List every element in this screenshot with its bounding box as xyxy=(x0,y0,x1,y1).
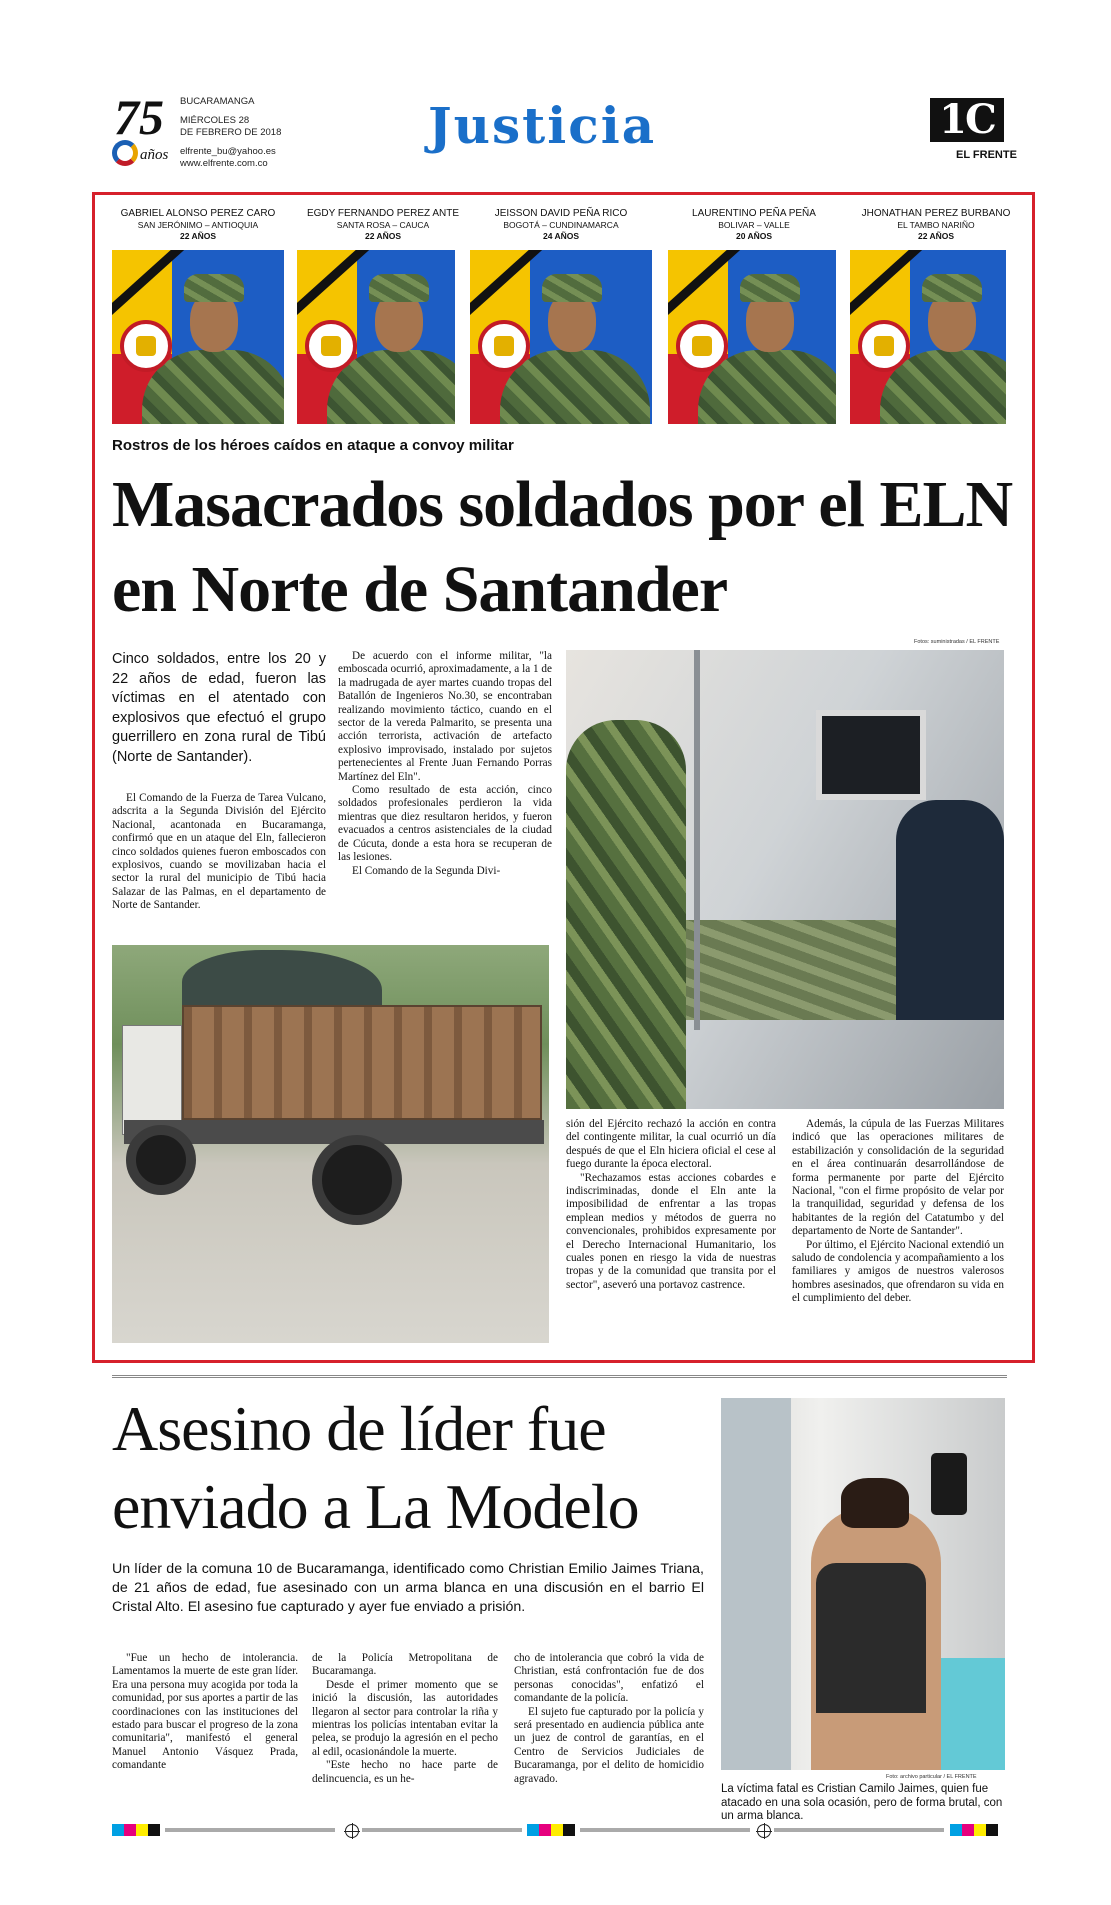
colombia-seal-icon xyxy=(120,320,172,372)
paragraph: de la Policía Metropolitana de Bucaramanga. xyxy=(312,1652,498,1678)
paragraph: sión del Ejército rechazó la acción en contra del contingente militar, la cual ocurrió un día después de que el Eln hiciera oficial el cese al fuego durante la época electoral. xyxy=(566,1118,776,1171)
main-headline: Masacrados soldados por el ELN en Norte de Santander xyxy=(112,468,1013,626)
attacked-truck-photo xyxy=(112,945,549,1343)
soldier-portrait xyxy=(470,250,652,424)
masthead-info xyxy=(180,96,281,171)
grey-rule xyxy=(580,1828,750,1832)
soldier-portrait xyxy=(112,250,284,424)
second-story-column-1 xyxy=(112,1652,298,1773)
photo-credit: Fotos: suministradas / EL FRENTE xyxy=(914,639,1000,645)
date-line-2: DE FEBRERO DE 2018 xyxy=(180,127,282,138)
photo-caption: La víctima fatal es Cristian Camilo Jaimes, quien fue atacado en una sola ocasión, pero de forma brutal, con un arma blanca. xyxy=(721,1783,1003,1822)
paper-name: EL FRENTE xyxy=(956,149,1017,161)
color-bar xyxy=(527,1824,575,1836)
paragraph: De acuerdo con el informe militar, "la emboscada ocurrió, aproximadamente, a la 1 de la madrugada de ayer martes cuando tropas del Batallón de Ingenieros No.30, se encontraban realizando movimiento táctico, cuando en el sector de la vereda Palmarito, se presenta una acción terrorista, activación de artefacto explosivo improvisado, instalado por sujetos pertenecientes al Frente Juan Fernando Porras Martínez del Eln". xyxy=(338,650,552,783)
phone-icon xyxy=(931,1453,967,1515)
soldier-label: LAURENTINO PEÑA PEÑA BOLIVAR – VALLE 20 AÑOS xyxy=(692,208,816,241)
second-headline: Asesino de líder fue enviado a La Modelo xyxy=(112,1393,639,1542)
soldier-label: JEISSON DAVID PEÑA RICO BOGOTÁ – CUNDINAMARCA 24 AÑOS xyxy=(494,208,628,241)
story-column-3 xyxy=(566,1118,776,1292)
grey-rule xyxy=(774,1828,944,1832)
color-bar xyxy=(950,1824,998,1836)
paragraph: "Este hecho no hace parte de delincuencia, es un he- xyxy=(312,1759,498,1785)
date-line-1: MIÉRCOLES 28 xyxy=(180,114,250,126)
photo-credit: Foto: archivo particular / EL FRENTE xyxy=(886,1774,977,1780)
grey-rule xyxy=(362,1828,522,1832)
email[interactable]: elfrente_bu@yahoo.es xyxy=(180,145,276,157)
registration-mark-icon xyxy=(345,1824,359,1838)
paragraph: "Fue un hecho de intolerancia. Lamentamos la muerte de este gran líder. Era una persona muy acogida por toda la comunidad, por sus aportes a partir de las coordinaciones con las instituciones del estado para buscar el progreso de la zona comunitaria", manifestó el general Manuel Antonio Vásquez Prada, comandante xyxy=(112,1652,298,1772)
section-title: Justicia xyxy=(428,96,657,155)
second-story-column-2 xyxy=(312,1652,498,1786)
second-story-lead: Un líder de la comuna 10 de Bucaramanga, identificado como Christian Emilio Jaimes Triana, de 21 años de edad, fue asesinado con un arma blanca en una discusión en el barrio El Cristal Alto. El asesino fue capturado y ayer fue enviado a prisión. xyxy=(112,1561,704,1615)
colombia-seal-icon xyxy=(676,320,728,372)
ambulance-photo xyxy=(566,650,1004,1109)
second-story-column-3 xyxy=(514,1652,704,1786)
portraits-caption: Rostros de los héroes caídos en ataque a convoy militar xyxy=(112,437,514,454)
story-lead: Cinco soldados, entre los 20 y 22 años de edad, fueron las víctimas en el atentado con explosivos que efectuó el grupo guerrillero en zona rural de Tibú (Norte de Santander). xyxy=(112,651,326,765)
page-number: 1C xyxy=(930,98,1004,142)
paragraph: Además, la cúpula de las Fuerzas Militares indicó que las operaciones militares de estabilización y consolidación de la seguridad en el área continuarán desarrollándose de forma permanente por parte del Ejército Nacional, "con el firme propósito de velar por la tranquilidad, seguridad y defensa de los habitantes de la región del Catatumbo y del departamento de Norte de Santander". xyxy=(792,1118,1004,1238)
story-column-2 xyxy=(338,650,552,878)
anniversary-logo xyxy=(108,89,174,170)
logo-swirl-icon xyxy=(112,140,138,166)
grey-rule xyxy=(165,1828,335,1832)
logo-suffix: años xyxy=(140,147,169,163)
colombia-seal-icon xyxy=(478,320,530,372)
soldier-label: EGDY FERNANDO PEREZ ANTE SANTA ROSA – CAUCA 22 AÑOS xyxy=(306,208,460,241)
colombia-seal-icon xyxy=(305,320,357,372)
story-column-1 xyxy=(112,792,326,913)
soldier-portrait xyxy=(668,250,836,424)
soldier-portrait xyxy=(297,250,455,424)
paragraph: El Comando de la Fuerza de Tarea Vulcano, adscrita a la Segunda División del Ejército Nacional, acantonada en Bucaramanga, confirmó que en un ataque del Eln, fallecieron cinco soldados quienes fueron emboscados con explosivos, cuando se movilizaban hacia el sector la rural del municipio de Tibú hacia Salazar de las Palmas, en el departamento de Norte de Santander. xyxy=(112,792,326,912)
city: BUCARAMANGA xyxy=(180,96,255,107)
soldier-portrait xyxy=(850,250,1006,424)
soldier-label: GABRIEL ALONSO PEREZ CARO SAN JERÓNIMO – ANTIOQUIA 22 AÑOS xyxy=(120,208,276,241)
paragraph: El Comando de la Segunda Divi- xyxy=(352,864,501,877)
soldier-label: JHONATHAN PEREZ BURBANO EL TAMBO NARIÑO 22 AÑOS xyxy=(861,208,1011,241)
logo-number: 75 xyxy=(114,89,164,145)
color-bar xyxy=(112,1824,160,1836)
paragraph: "Rechazamos estas acciones cobardes e indiscriminadas, donde el Eln ante la imposibilidad de enfrentar a las tropas emplean medios y métodos de guerra no convencionales, prohibidos expresamente por el Derecho Internacional Humanitario, los cuales ponen en riesgo la vida de nuestras tropas y de la comunidad que transita por el sector", aseveró una portavoz castrence. xyxy=(566,1171,776,1291)
paragraph: Como resultado de esta acción, cinco soldados profesionales perdieron la vida mientras que diez resultaron heridos, y fueron evacuados a centros asistenciales de la ciudad de Cúcuta, donde a esta hora se recuperan de las lesiones. xyxy=(338,784,552,864)
paragraph: Por último, el Ejército Nacional extendió un saludo de condolencia y acompañamiento a los familiares y amigos de nuestros valerosos hombres asesinados, que ofrendaron su vida en el cumplimiento del deber. xyxy=(792,1238,1004,1305)
registration-mark-icon xyxy=(757,1824,771,1838)
paragraph: Desde el primer momento que se inició la discusión, las autoridades llegaron al sector para controlar la riña y mientras los policías intentaban evitar la pelea, se produjo la agresión en el pecho al edil, ocasionándole la muerte. xyxy=(312,1678,498,1758)
story-divider xyxy=(112,1375,1007,1378)
colombia-seal-icon xyxy=(858,320,910,372)
website[interactable]: www.elfrente.com.co xyxy=(180,158,268,169)
victim-selfie-photo xyxy=(721,1398,1005,1770)
story-column-4 xyxy=(792,1118,1004,1306)
paragraph: El sujeto fue capturado por la policía y será presentado en audiencia pública ante un juez de control de garantías, en el Centro de Servicios Judiciales de Bucaramanga, por el delito de homicidio agravado. xyxy=(514,1705,704,1785)
paragraph: cho de intolerancia que cobró la vida de Christian, está confrontación fue de dos personas conocidas", enfatizó el comandante de la policía. xyxy=(514,1652,704,1705)
